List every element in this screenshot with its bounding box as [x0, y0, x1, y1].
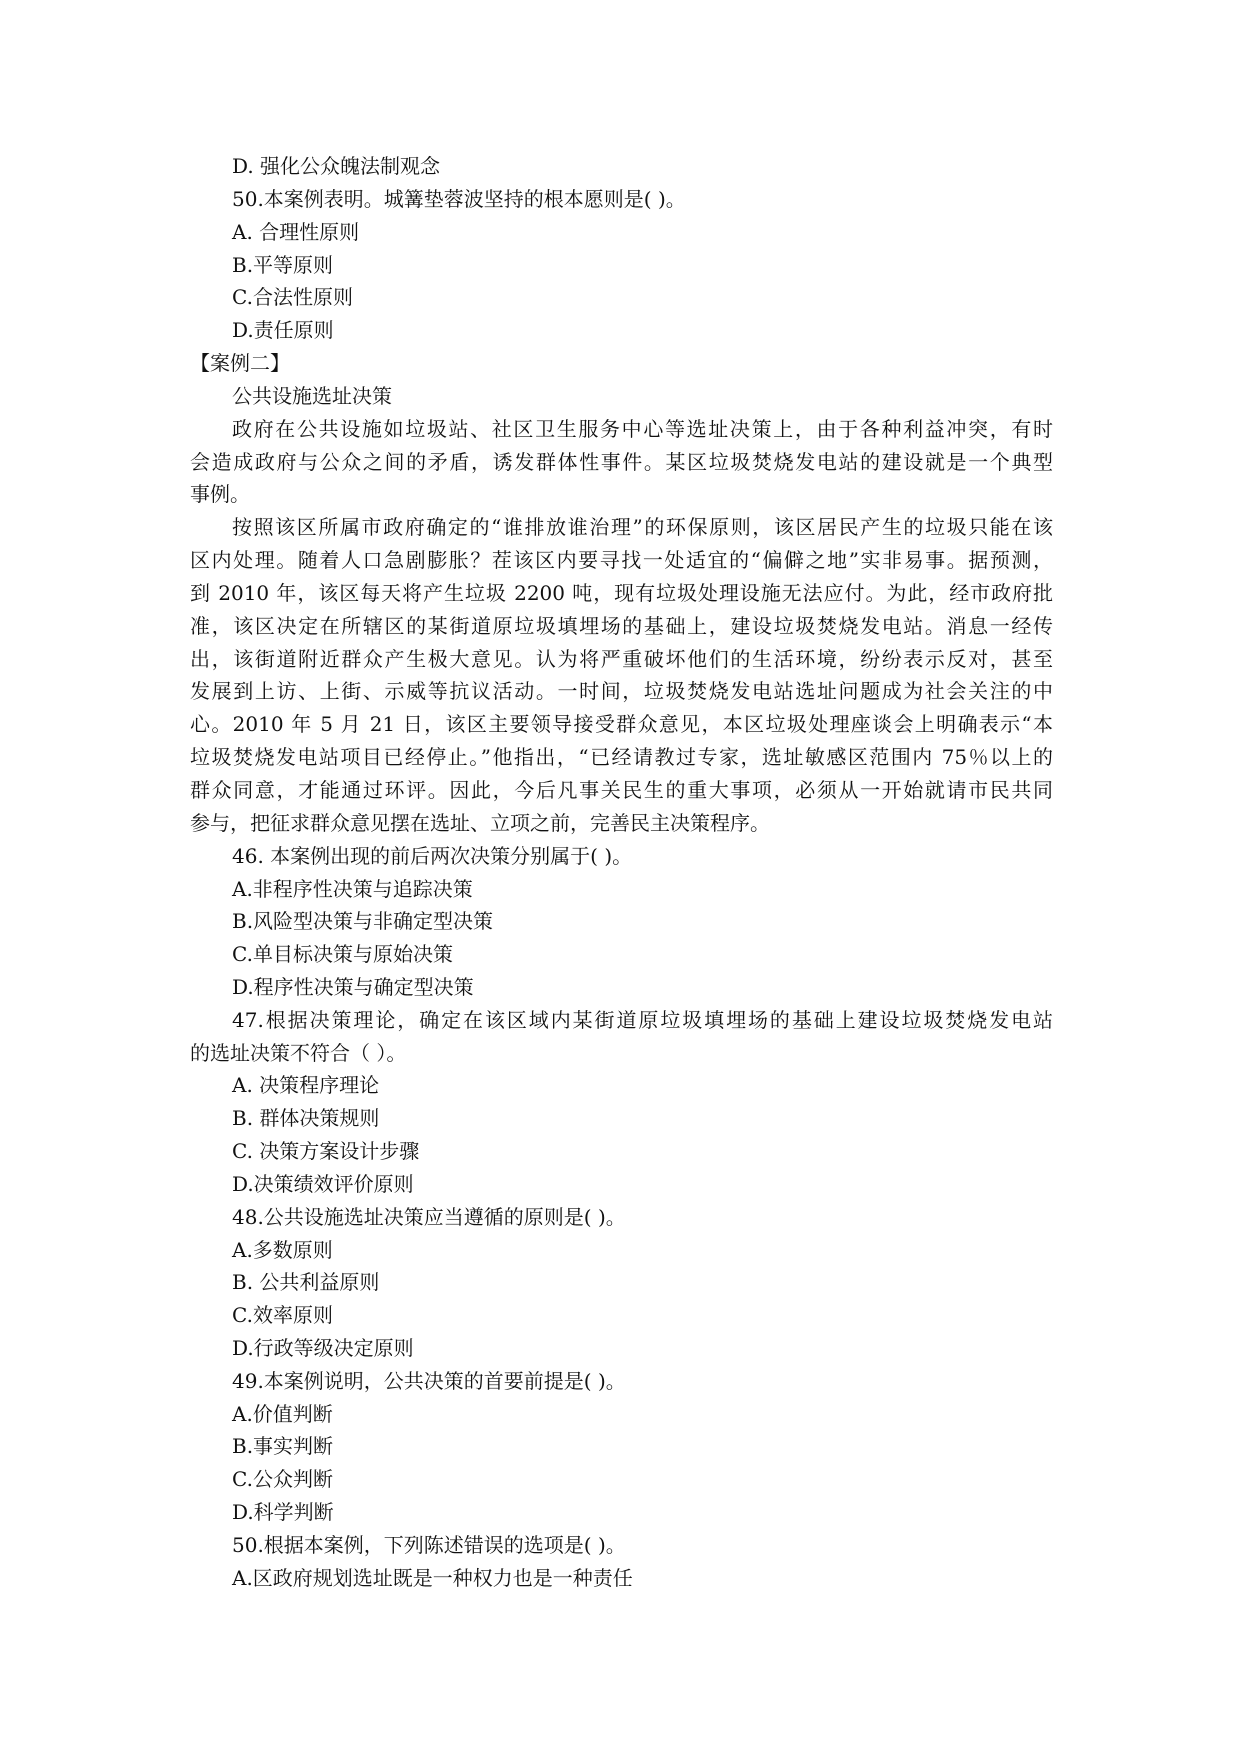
paragraph-line: 出，该街道附近群众产生极大意见。认为将严重破坏他们的生活环境，纷纷表示反对，甚至: [190, 647, 1053, 671]
question-line: 50.根据本案例，下列陈述错误的选项是( )。: [232, 1533, 626, 1557]
paragraph-line: 政府在公共设施如垃圾站、社区卫生服务中心等选址决策上，由于各种利益冲突，有时: [232, 417, 1053, 441]
option-line: B.事实判断: [232, 1434, 334, 1458]
option-line: D. 强化公众魄法制观念: [232, 154, 441, 178]
option-line: D.决策绩效评价原则: [232, 1172, 414, 1196]
paragraph-line: 会造成政府与公众之间的矛盾，诱发群体性事件。某区垃圾焚烧发电站的建设就是一个典型: [190, 450, 1053, 474]
paragraph-line: 准，该区决定在所辖区的某街道原垃圾填埋场的基础上，建设垃圾焚烧发电站。消息一经传: [190, 614, 1053, 638]
paragraph-line: 发展到上访、上街、示威等抗议活动。一时间，垃圾焚烧发电站选址问题成为社会关注的中: [190, 679, 1053, 703]
option-line: B. 公共利益原则: [232, 1270, 380, 1294]
option-line: A. 决策程序理论: [232, 1073, 380, 1097]
question-line: 47.根据决策理论，确定在该区域内某街道原垃圾填埋场的基础上建设垃圾焚烧发电站: [232, 1008, 1053, 1032]
paragraph-line: 参与，把征求群众意见摆在选址、立项之前，完善民主决策程序。: [190, 811, 770, 835]
option-line: B. 群体决策规则: [232, 1106, 380, 1130]
option-line: D.行政等级决定原则: [232, 1336, 414, 1360]
paragraph-line: 区内处理。随着人口急剧膨胀？茬该区内要寻找一处适宜的“偏僻之地”实非易事。据预测，: [190, 548, 1053, 572]
paragraph-line: 群众同意，才能通过环评。因此，今后凡事关民生的重大事项，必须从一开始就请市民共同: [190, 778, 1053, 802]
option-line: D.程序性决策与确定型决策: [232, 975, 474, 999]
option-line: C.效率原则: [232, 1303, 333, 1327]
option-line: C.公众判断: [232, 1467, 333, 1491]
paragraph-line: 事例。: [190, 482, 250, 506]
option-line: B.风险型决策与非确定型决策: [232, 909, 494, 933]
section-heading: 【案例二】: [190, 351, 290, 375]
question-line: 的选址决策不符合（ ）。: [190, 1041, 407, 1065]
option-line: C.合法性原则: [232, 285, 353, 309]
option-line: C.单目标决策与原始决策: [232, 942, 453, 966]
question-line: 49.本案例说明，公共决策的首要前提是( )。: [232, 1369, 626, 1393]
paragraph-line: 按照该区所属市政府确定的“谁排放谁治理”的环保原则，该区居民产生的垃圾只能在该: [232, 515, 1053, 539]
option-line: C. 决策方案设计步骤: [232, 1139, 420, 1163]
paragraph-line: 垃圾焚烧发电站项目已经停止。”他指出，“已经请教过专家，选址敏感区范围内 75％以上的: [190, 745, 1053, 769]
option-line: D.科学判断: [232, 1500, 334, 1524]
option-line: A.价值判断: [232, 1402, 333, 1426]
option-line: A.多数原则: [232, 1238, 333, 1262]
option-line: A. 合理性原则: [232, 220, 360, 244]
option-line: D.责任原则: [232, 318, 334, 342]
paragraph-line: 心。2010 年 5 月 21 日，该区主要领导接受群众意见，本区垃圾处理座谈会上明确表示“本: [190, 712, 1053, 736]
case-title: 公共设施选址决策: [232, 384, 392, 408]
paragraph-line: 到 2010 年，该区每天将产生垃圾 2200 吨，现有垃圾处理设施无法应付。为此，经市政府批: [190, 581, 1053, 605]
question-line: 46. 本案例出现的前后两次决策分别属于( )。: [232, 844, 633, 868]
option-line: A.非程序性决策与追踪决策: [232, 877, 473, 901]
question-line: 48.公共设施选址决策应当遵循的原则是( )。: [232, 1205, 626, 1229]
option-line: B.平等原则: [232, 253, 334, 277]
question-line: 50.本案例表明。城篝垫蓉波坚持的根本愿则是( )。: [232, 187, 686, 211]
option-line: A.区政府规划选址既是一种权力也是一种责任: [232, 1566, 633, 1590]
